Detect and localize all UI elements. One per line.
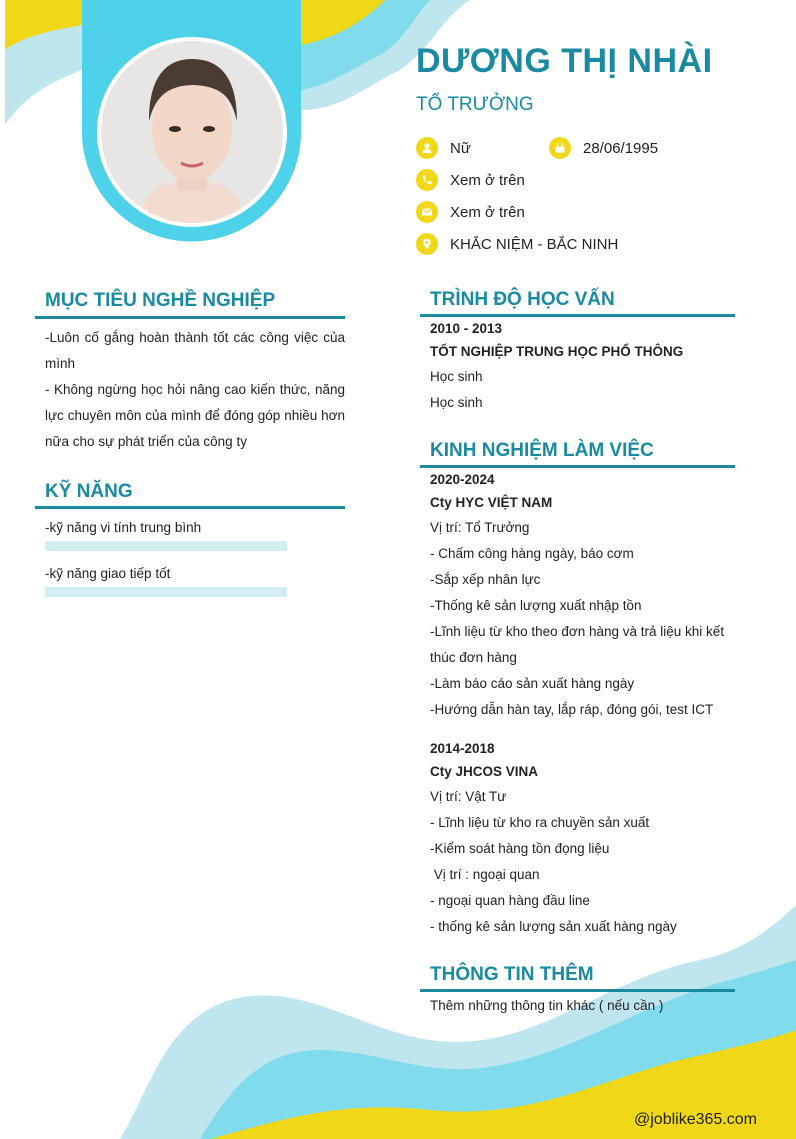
- job-company: Cty HYC VIỆT NAM: [430, 495, 553, 510]
- candidate-name: DƯƠNG THỊ NHÀI: [416, 42, 713, 80]
- calendar-icon: [549, 137, 571, 159]
- job-line: -Hướng dẫn hàn tay, lắp ráp, đóng gói, test ICT: [430, 702, 714, 717]
- skill-label-1: -kỹ năng vi tính trung bình: [45, 520, 202, 535]
- job-line: - ngoại quan hàng đầu line: [430, 893, 590, 908]
- job-line: Vị trí : ngoại quan: [430, 867, 540, 882]
- job-line: -Kiểm soát hàng tồn đọng liệu: [430, 841, 610, 856]
- phone-row: [416, 169, 525, 191]
- skills-divider: [35, 506, 345, 509]
- job-line: -Làm báo cáo sản xuất hàng ngày: [430, 676, 635, 691]
- job-line: - thống kê sản lượng sản xuất hàng ngày: [430, 919, 677, 934]
- location-pin-icon: [416, 233, 438, 255]
- job-line: Vị trí: Vật Tư: [430, 789, 507, 804]
- candidate-role: TỔ TRƯỞNG: [416, 94, 534, 115]
- address-row: [416, 233, 618, 255]
- objective-title: MỤC TIÊU NGHỀ NGHIỆP: [45, 290, 276, 311]
- job-line: -Sắp xếp nhân lực: [430, 572, 541, 587]
- gender-row: [416, 137, 471, 159]
- address-value: KHẮC NIỆM - BẮC NINH: [450, 235, 619, 253]
- phone-value: Xem ở trên: [450, 171, 525, 189]
- education-degree: TỐT NGHIỆP TRUNG HỌC PHỔ THÔNG: [430, 344, 684, 359]
- experience-title: KINH NGHIỆM LÀM VIỆC: [430, 440, 654, 461]
- profile-photo: [101, 41, 283, 223]
- education-line-2: Học sinh: [430, 395, 483, 410]
- extra-info-divider: [420, 989, 735, 992]
- skill-bar-2: [45, 587, 287, 597]
- job-company: Cty JHCOS VINA: [430, 764, 539, 779]
- education-title: TRÌNH ĐỘ HỌC VẤN: [430, 289, 615, 310]
- skills-title: KỸ NĂNG: [45, 481, 133, 502]
- education-period: 2010 - 2013: [430, 321, 503, 336]
- objective-line-2: - Không ngừng học hỏi nâng cao kiến thức, năng lực chuyên môn của mình để đóng góp nhiều hơn nữa cho sự phát triển của công ty: [45, 382, 345, 449]
- skill-bar-1: [45, 541, 287, 551]
- extra-info-line: Thêm những thông tin khác ( nếu cần ): [430, 998, 664, 1013]
- job-line: - Chấm công hàng ngày, báo cơm: [430, 546, 634, 561]
- job-period: 2020-2024: [430, 472, 495, 487]
- user-icon: [416, 137, 438, 159]
- footer-brand: @joblike365.com: [634, 1111, 757, 1128]
- job-line: -Lĩnh liệu từ kho theo đơn hàng và trả liệu khi kết thúc đơn hàng: [430, 624, 725, 665]
- job-line: - Lĩnh liệu từ kho ra chuyền sản xuất: [430, 815, 650, 830]
- email-value: Xem ở trên: [450, 203, 525, 221]
- objective-line-1: -Luôn cố gắng hoàn thành tốt các công việc của mình: [45, 330, 345, 371]
- extra-info-title: THÔNG TIN THÊM: [430, 964, 594, 985]
- birthdate-value: 28/06/1995: [583, 139, 659, 157]
- objective-divider: [35, 316, 345, 319]
- skill-label-2: -kỹ năng giao tiếp tốt: [45, 566, 171, 581]
- education-line-1: Học sinh: [430, 369, 483, 384]
- phone-icon: [416, 169, 438, 191]
- job-line: -Thống kê sản lượng xuất nhập tồn: [430, 598, 642, 613]
- mail-icon: [416, 201, 438, 223]
- birthdate-row: [549, 137, 658, 159]
- gender-value: Nữ: [450, 139, 471, 157]
- job-period: 2014-2018: [430, 741, 495, 756]
- job-line: Vị trí: Tổ Trưởng: [430, 520, 530, 535]
- email-row: [416, 201, 525, 223]
